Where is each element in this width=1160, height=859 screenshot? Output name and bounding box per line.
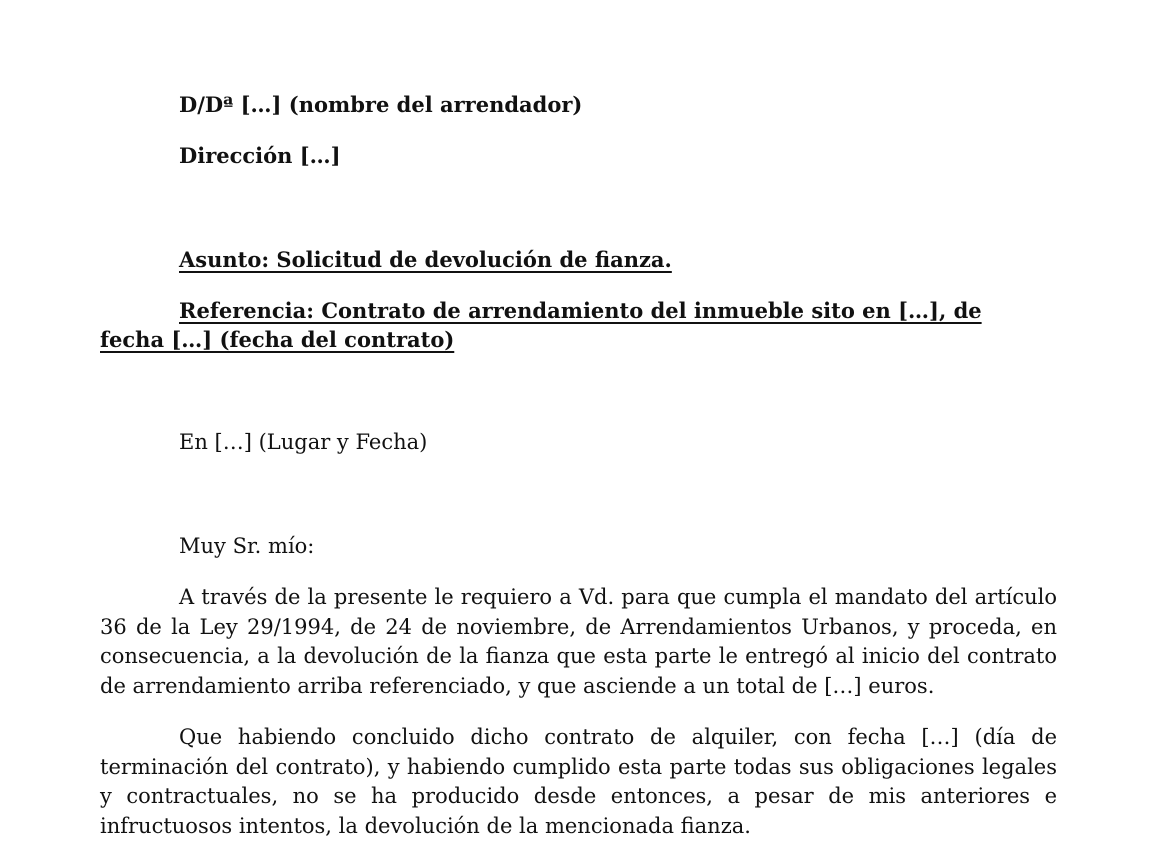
- recipient-name: D/Dª […] (nombre del arrendador): [179, 92, 583, 117]
- reference-text: Referencia: Contrato de arrendamiento del inmueble sito en […], de fecha […] (fecha del contrato): [100, 298, 982, 352]
- reference-line: [100, 296, 1052, 354]
- recipient-address: Dirección […]: [179, 143, 341, 168]
- body-paragraph-1: A través de la presente le requiero a Vd. para que cumpla el mandato del artículo 36 de la Ley 29/1994, de 24 de noviembre, de Arrendamientos Urbanos, y proceda, en consecuencia, a la devolución de la fianza que esta parte le entregó al inicio del contrato de arrendamiento arriba referenciado, y que asciende a un total de […] euros.: [100, 585, 1057, 698]
- body-paragraph-2: Que habiendo concluido dicho contrato de alquiler, con fecha […] (día de terminación del contrato), y habiendo cumplido esta parte todas sus obligaciones legales y contractuales, no se ha producido desde entonces, a pesar de mis anteriores e infructuosos intentos, la devolución de la mencionada fianza.: [100, 725, 1057, 838]
- subject-line: Asunto: Solicitud de devolución de fianza.: [179, 247, 672, 272]
- salutation: Muy Sr. mío:: [179, 534, 315, 558]
- place-date: En […] (Lugar y Fecha): [179, 430, 428, 454]
